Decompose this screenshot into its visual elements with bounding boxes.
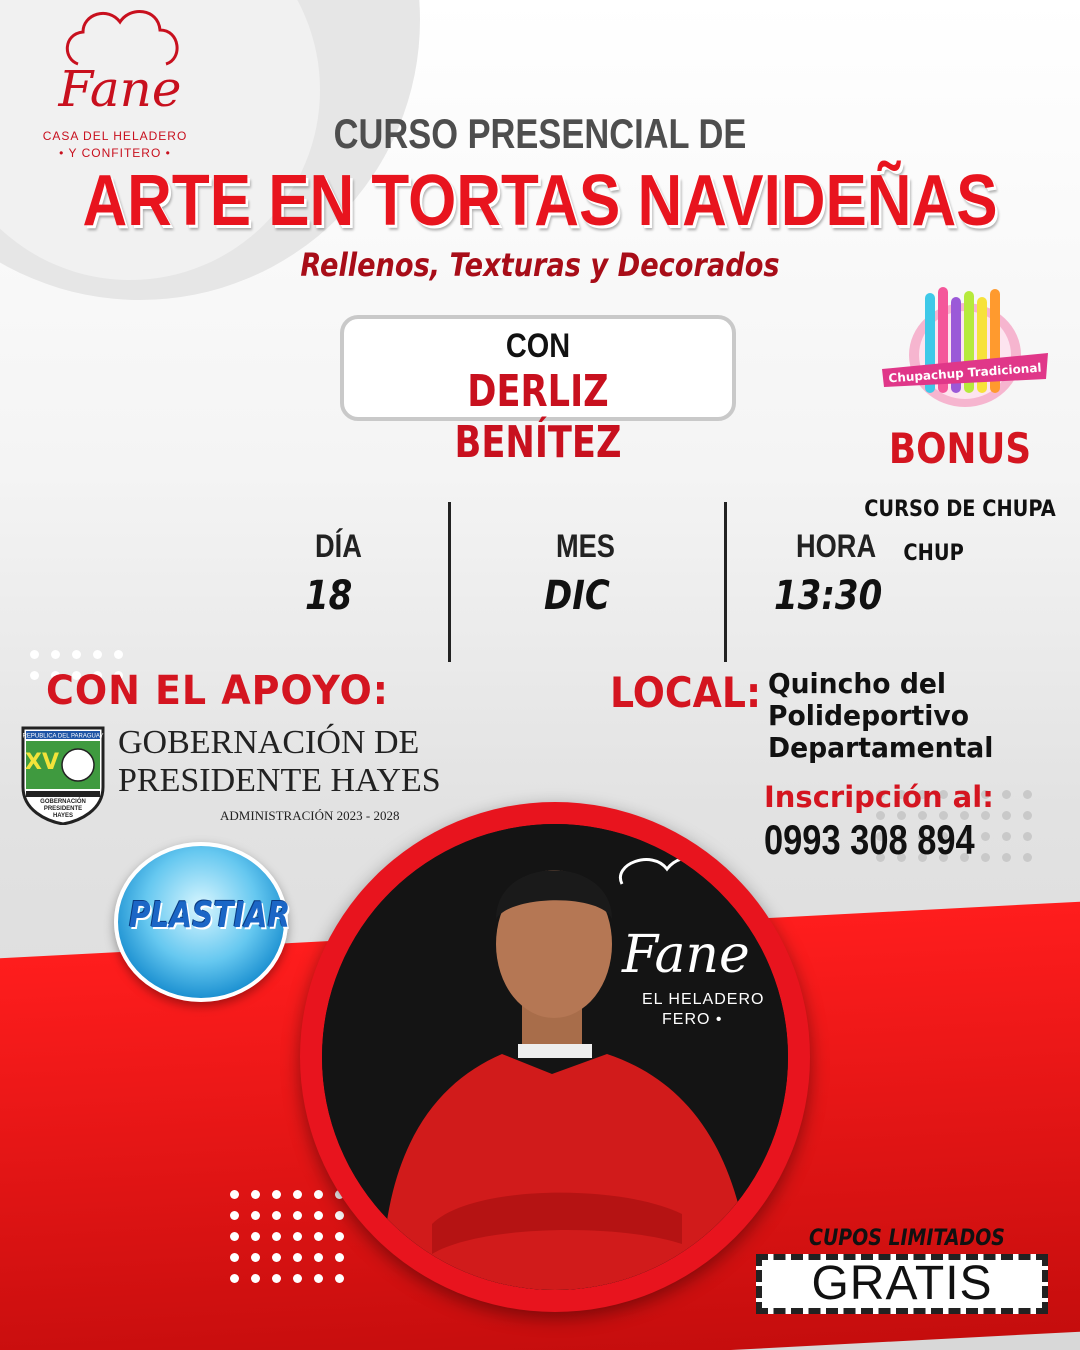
location-line2: Polideportivo: [768, 699, 969, 732]
schedule-day-label: DÍA: [315, 528, 362, 564]
schedule-time-label: HORA: [796, 528, 877, 564]
instructor-label: CON: [505, 327, 571, 365]
government-name-line2: PRESIDENTE HAYES: [118, 762, 441, 799]
dot-pattern-bottom-left: [230, 1190, 344, 1283]
schedule-month: [544, 528, 625, 619]
chupachup-bottles-icon: [880, 283, 1050, 408]
bonus-image-label: Chupachup Tradicional: [888, 360, 1042, 386]
schedule-day: [305, 528, 370, 619]
shield-bottom-text-1: GOBERNACIÓN: [40, 799, 86, 805]
schedule-day-value: 18: [305, 573, 353, 619]
schedule-time: [774, 528, 901, 619]
photo-logo-sub2: FERO •: [662, 1011, 723, 1028]
shield-bottom-text-3: HAYES: [52, 813, 74, 819]
location-line3: Departamental: [768, 731, 994, 764]
schedule-time-value: 13:30: [774, 573, 883, 619]
bonus-title: BONUS: [888, 424, 1032, 473]
course-pre-title: CURSO PRESENCIAL DE: [333, 110, 747, 157]
course-subtitle: Rellenos, Texturas y Decorados: [300, 246, 780, 284]
schedule-month-value: DIC: [544, 573, 610, 619]
schedule-divider-1: [448, 502, 451, 662]
location-value: [768, 668, 1053, 764]
schedule-month-label: MES: [556, 528, 615, 564]
instructor-box: [340, 315, 736, 468]
free-badge: [756, 1254, 1048, 1314]
instructor-photo: [322, 824, 788, 1290]
sponsor-logo-text: PLASTIAR: [128, 895, 291, 936]
brand-subtitle-line1: CASA DEL HELADERO: [42, 129, 188, 143]
registration-label: Inscripción al:: [764, 780, 994, 814]
schedule-divider-2: [724, 502, 727, 662]
brand-logo-text: Fane: [58, 60, 182, 118]
photo-logo-text: Fane: [622, 925, 750, 985]
government-name-line1: GOBERNACIÓN DE: [118, 724, 420, 761]
instructor-name: DERLIZ BENÍTEZ: [454, 366, 622, 468]
shield-bottom-text-2: PRESIDENTE: [43, 806, 83, 812]
course-title: ARTE EN TORTAS NAVIDEÑAS: [82, 161, 998, 241]
registration-phone: 0993 308 894: [764, 816, 975, 863]
shield-mid-text: XV: [25, 750, 59, 775]
chef-portrait-image: [322, 824, 788, 1290]
free-badge-text: GRATIS: [811, 1257, 993, 1310]
limited-seats-text: CUPOS LIMITADOS: [809, 1226, 1005, 1251]
government-name: [118, 724, 441, 800]
brand-subtitle-line2: • Y CONFITERO •: [59, 146, 171, 160]
government-administration: ADMINISTRACIÓN 2023 - 2028: [220, 808, 400, 823]
shield-top-text: REPUBLICA DEL PARAGUAY: [22, 733, 104, 740]
bonus-desc-line2: CHUP: [903, 541, 964, 566]
government-shield-icon: [20, 725, 106, 825]
support-label: CON EL APOYO:: [46, 668, 389, 714]
location-line1: Quincho del: [768, 667, 947, 700]
photo-logo-sub: EL HELADERO: [642, 991, 765, 1008]
location-label: LOCAL:: [610, 668, 762, 717]
bonus-desc-line1: CURSO DE CHUPA: [864, 497, 1056, 522]
